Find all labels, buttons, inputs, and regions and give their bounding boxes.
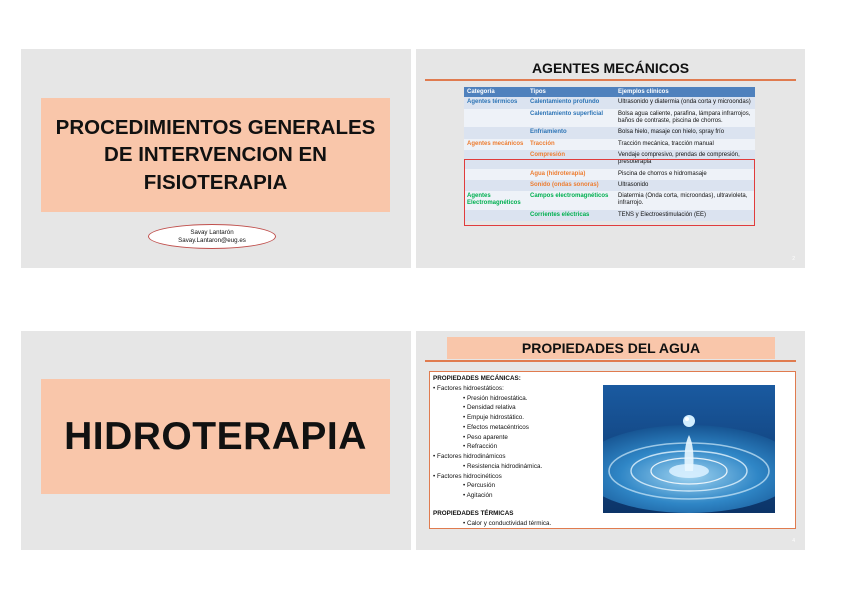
slide-3[interactable] [21,331,411,550]
slide-title: AGENTES MECÁNICOS [531,60,690,76]
slide-1[interactable] [21,49,411,268]
list-item: • Factores hidrocinéticos [433,472,502,480]
slide-title: PROPIEDADES DEL AGUA [447,337,775,359]
thermal-heading: PROPIEDADES TÉRMICAS [433,509,514,517]
cell-type: Enfriamiento [527,127,615,138]
cell-type: Calentamiento superficial [527,109,615,128]
content-box [429,371,796,529]
cell-type: Calentamiento profundo [527,97,615,108]
cell-example: Bolsa hielo, masaje con hielo, spray frío [615,127,755,138]
presentation-title [56,114,376,195]
table-row [464,139,755,150]
properties-list [433,374,551,528]
author-email: Savay.Lantaron@eug.es [178,236,246,244]
section-title: HIDROTERAPIA [64,414,367,458]
page-number: 2 [792,256,795,262]
cell-type: Campos electromagnéticos [527,191,615,210]
mechanical-agents-highlight [464,159,755,226]
page-number: 4 [792,538,795,544]
cell-type: Sonido (ondas sonoras) [527,180,615,191]
list-item: • Empuje hidrostático. [463,414,525,421]
list-item: • Densidad relativa [463,404,516,412]
slide-2[interactable] [416,49,805,268]
cell-category [464,127,527,138]
list-item: • Agitación [463,492,493,499]
list-item: • Calor y conductividad térmica. [463,519,552,527]
list-item: • Efectos metacéntricos [463,423,529,431]
mechanical-heading: PROPIEDADES MECÁNICAS: [433,375,521,382]
title-box [41,379,390,494]
author-ellipse [148,224,276,249]
table-row [464,97,755,108]
header-tipos: Tipos [527,87,615,97]
cell-category: Agentes mecánicos [464,139,527,150]
cell-example: Tracción mecánica, tracción manual [615,139,755,150]
cell-category: Agentes Electromagnéticos [464,191,527,210]
list-item: • Presión hidroestática. [463,394,528,402]
cell-example: Ultrasonido [615,180,755,191]
cell-type: Agua (hidroterapia) [527,169,615,180]
slide-4[interactable] [416,331,805,550]
cell-category: Agentes térmicos [464,97,527,108]
cell-type: Tracción [527,139,615,150]
title-line-3: FISIOTERAPIA [143,170,288,194]
cell-example: Vendaje compresivo, prendas de compresión, presoterapia [615,150,755,169]
table-row [464,109,755,128]
table-row [464,127,755,138]
cell-type: Corrientes eléctricas [527,210,615,221]
list-item: • Factores hidrodinámicos [433,453,506,460]
title-line-2: DE INTERVENCION EN [104,143,327,167]
cell-example: Diatermia (Onda corta, microondas), ultravioleta, infrarrojo. [615,191,755,210]
list-item: • Refracción [463,443,498,451]
title-underline [425,360,796,362]
table-header-row [464,87,755,97]
header-ejemplos: Ejemplos clínicos [615,87,755,97]
cell-example: Bolsa agua caliente, parafina, lámpara infrarrojos, baños de contraste, piscina de chorros. [615,109,755,128]
cell-example: TENS y Electroestimulación (EE) [615,210,755,221]
list-item: • Percusión [463,482,495,490]
cell-example: Piscina de chorros e hidromasaje [615,169,755,180]
header-categoria: Categoría [464,87,527,97]
title-underline [425,79,796,81]
title-line-1: PROCEDIMIENTOS GENERALES [55,116,376,140]
water-drop-image [603,385,775,513]
cell-type: Compresión [527,150,615,169]
author-name: Savay Lantarón [190,229,234,236]
list-item: • Factores hidroestáticos: [433,384,504,392]
list-item: • Resistencia hidrodinámica. [463,462,543,470]
title-box [41,98,390,212]
cell-category [464,109,527,128]
list-item: • Peso aparente [463,433,508,441]
cell-example: Ultrasonido y diatermia (onda corta y microondas) [615,97,755,108]
